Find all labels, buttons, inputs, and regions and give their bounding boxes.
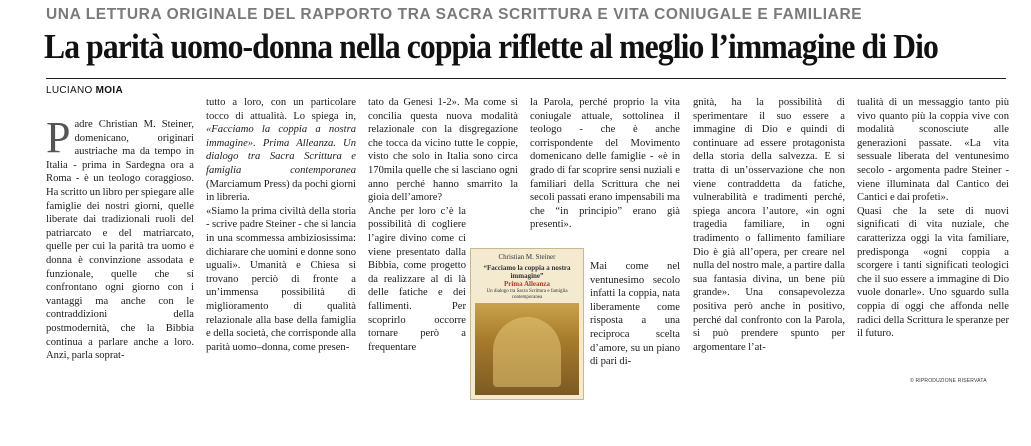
byline-last-name: MOIA — [95, 85, 123, 96]
column-2-text-b: (Marciamum Press) da pochi giorni in libreria. — [206, 178, 356, 204]
column-6-paragraph-1: tualità di un messaggio tanto più vivo quanto più la coppia vive con modalità sconosciute alle generazioni passate. «La vita sessuale liberata del ventunesimo secolo - argomenta padre Steiner - viene illuminata dal Cantico dei Cantici e dai profeti». — [857, 97, 1009, 204]
book-cover-title-block — [477, 253, 577, 301]
drop-cap: P — [46, 113, 71, 162]
column-1-text: adre Christian M. Steiner, domenicano, originari austriache ma da tempo in Italia - prima in Sardegna ora a Roma - è un teologo coraggioso. Ha scritto un libro per spiegare alle famiglie dei nostri giorni, quelle liberate dai tradizionali ruoli del patriarcato e del matriarcato, quelle per cui la parità tra uomo e donna è convinzione assodata e funzionale, quelle che si confrontano ogni giorno con i vantaggi ma anche con le contraddizioni della postmodernità, che la Bibbia continua a parlare anche a loro. Anzi, parla soprat- — [46, 119, 194, 362]
headline: La parità uomo-donna nella coppia riflette al meglio l’immagine di Dio — [44, 27, 938, 66]
kicker: UNA LETTURA ORIGINALE DEL RAPPORTO TRA SACRA SCRITTURA E VITA CONIUGALE E FAMILIARE — [46, 6, 863, 23]
book-cover-author: Christian M. Steiner — [498, 253, 556, 261]
book-cover-subtitle: Prima Alleanza — [503, 280, 551, 288]
article-column-6 — [857, 96, 1009, 341]
book-cover-image — [470, 248, 584, 400]
column-2-paragraph-2: «Siamo la prima civiltà della storia - scrive padre Steiner - che si lancia in una scommessa ambiziosissima: dichiarare che uomini e donne sono uguali». Umanità e Chiesa si trovano perciò di fronte a un’immensa possibilità di miglioramento di qualità relazionale alla base della famiglia e della società, che corrisponde alla parità uomo–donna, come presen- — [206, 205, 356, 353]
book-cover-artwork — [475, 303, 579, 395]
column-3-paragraph-1: tato da Genesi 1-2». Ma come si concilia questa nuova modalità relazionale con la disgregazione che tocca da vicino tutte le coppie, visto che solo in Italia sono circa 170mila quelle che si lasciano ogni anno perché hanno smarrito la gioia dell’amore? — [368, 97, 518, 204]
book-title-italic: «Facciamo la coppia a nostra immagine». Prima Alleanza. Un dialogo tra Sacra Scrittura e famiglia contemporanea — [206, 124, 356, 176]
article-column-5 — [693, 96, 845, 354]
article-column-1 — [46, 113, 194, 363]
article-column-2 — [206, 96, 356, 354]
column-5-text: gnità, ha la possibilità di sperimentare il suo essere a immagine di Dio e quindi di continuare ad essere protagonista della storia della salvezza. E si tratta di un’osservazione che non viene contraddetta da fatiche, vulnerabilità e tradimenti perché, spiega ancora l’autore, «in ogni tragedia familiare, in ogni tradimento o fallimento familiare Dio è già all’opera, per creare nel nulla del nostro male, a partire dalla sua fantasia divina, un bene più grande». Una consapevolezza positiva però anche in positivo, perché dal confronto con la Parola, si può prendere spunto per argomentare l’at- — [693, 97, 845, 353]
column-2-text-a: tutto a loro, con un particolare tocco di attualità. Lo spiega in, — [206, 97, 356, 122]
column-3-paragraph-2: Anche per loro c’è la possibilità di cogliere l’agire divino come ci viene presentato dalla Bibbia, come progetto da realizzare al di là delle fatiche e dei fallimenti. Per scoprirlo occorre tornare però a frequentare — [368, 205, 466, 353]
byline-first-name: LUCIANO — [46, 85, 93, 96]
book-cover-tagline: Un dialogo tra Sacra Scrittura e famiglia contemporanea — [486, 289, 568, 300]
headline-rule — [46, 78, 1006, 79]
byline — [46, 85, 123, 96]
column-6-paragraph-2: Quasi che la sete di nuovi significati di vita nuziale, che caratterizza oggi la vita familiare, predisponga «ogni coppia a scorgere i tanti significati teologici che il suo essere a immagine di Dio vuole donarle». Uno sguardo sulla coppia di oggi che affonda nelle radici della Scrittura le speranze per il futuro. — [857, 205, 1009, 340]
column-4-upper: la Parola, perché proprio la vita coniugale attuale, sottolinea il teologo - che è anche corrispondente del Movimento domenicano delle famiglie - «è in grado di far scoprire sensi nuziali e familiari della Scrittura che nei secoli passati erano impensabili ma che “in principio” erano già presenti». — [530, 97, 680, 231]
book-cover-title: “Facciamo la coppia a nostra immagine” — [483, 264, 571, 280]
copyright-notice: © RIPRODUZIONE RISERVATA — [910, 378, 987, 384]
column-4-lower: Mai come nel ventunesimo secolo infatti la coppia, nata liberamente come risposta a una reciproca scelta d’amore, su un piano di pari di- — [590, 261, 680, 368]
